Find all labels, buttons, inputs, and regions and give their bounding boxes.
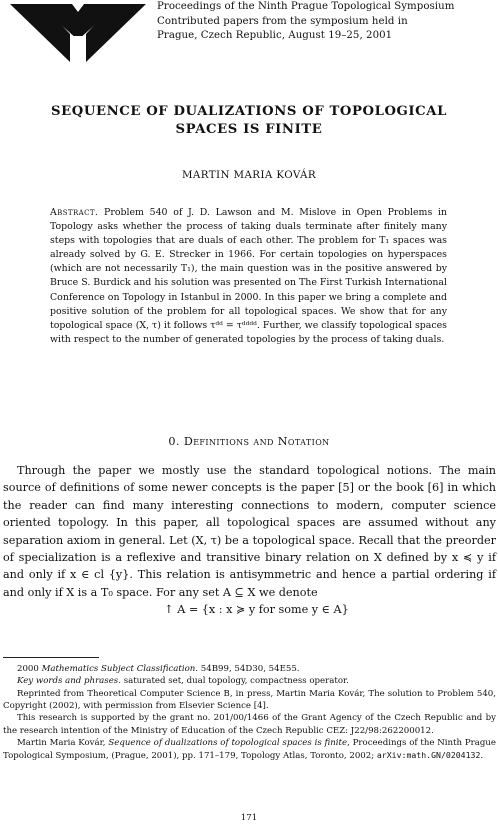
header-line-1: Proceedings of the Ninth Prague Topological Symposium: [157, 1, 455, 12]
paper-title: [0, 103, 498, 138]
msc-codes: 54B99, 54D30, 54E55.: [200, 664, 300, 674]
body-paragraph: Through the paper we mostly use the standard topological notions. The main source of definitions of some newer concepts is the paper [5] or the book [6] in which the reader can find many interesting connections to modern, computer science oriented topology. In this paper, all topological spaces are assumed without any separation axiom in general. Let (X, τ) be a topological space. Recall that the preorder of specialization is a reflexive and transitive binary relation on X defined by x ≼ y if and only if x ∈ cl {y}. This relation is antisymmetric and hence a partial ordering if and only if X is a T₀ space. For any set A ⊆ X we denote: [3, 464, 496, 599]
citation-end: .: [480, 751, 484, 762]
body-text: [3, 462, 496, 619]
header-line-2: Contributed papers from the symposium held in: [157, 15, 408, 27]
citation-author: Martin Maria Kovár,: [17, 738, 106, 749]
abstract: [50, 206, 447, 347]
footnote-msc: [3, 663, 496, 675]
symposium-chevron-logo-icon: [8, 2, 148, 64]
proceedings-header: [157, 0, 454, 44]
citation-details: , Proceedings of the Ninth Prague Topological Symposium, (Prague, 2001), pp. 171–179, Topology Atlas, Toronto, 2002;: [3, 738, 496, 762]
msc-prefix: 2000: [17, 664, 39, 674]
abstract-text: Problem 540 of J. D. Lawson and M. Mislove in Open Problems in Topology asks whether the process of taking duals terminate after finitely many steps with topologies that are duals of each other. The problem for T₁ spaces was already solved by G. E. Strecker in 1966. For certain topologies on hyperspaces (which are not necessarily T₁), the main question was in the positive answered by Bruce S. Burdick and his solution was presented on The First Turkish International Conference on Topology in Istanbul in 2000. In this paper we bring a complete and positive solution of the problem for all topological spaces. We show that for any topological space (X, τ) it follows τᵈᵈ = τᵈᵈᵈᵈ. Further, we classify topological spaces with respect to the number of generated topologies by the process of taking duals.: [50, 207, 448, 345]
footnotes: [3, 663, 496, 763]
footnote-grant: This research is supported by the grant no. 201/00/1466 of the Grant Agency of the Czech Republic and by the research intention of the Ministry of Education of the Czech Republic CEZ: J22/98:262200012.: [3, 713, 496, 736]
header-line-3: Prague, Czech Republic, August 19–25, 2001: [157, 30, 393, 42]
section-heading: 0. Definitions and Notation: [168, 435, 330, 448]
footnote-keywords: [3, 675, 496, 687]
msc-label: Mathematics Subject Classification.: [41, 664, 199, 674]
keywords-label: Key words and phrases.: [17, 676, 121, 687]
footnote-citation: [3, 737, 496, 763]
title-line-1: SEQUENCE OF DUALIZATIONS OF TOPOLOGICAL: [51, 104, 447, 119]
display-formula: ↑ A = {x : x ≽ y for some y ∈ A}: [164, 603, 349, 617]
page-number: 171: [240, 813, 258, 823]
title-line-2: SPACES IS FINITE: [175, 121, 323, 137]
footnote-reprint: Reprinted from Theoretical Computer Science B, in press, Martin Maria Kovár, The solution to Problem 540, Copyright (2002), with permission from Elsevier Science [4].: [3, 688, 496, 712]
author-name: MARTIN MARIA KOVÁR: [181, 169, 317, 181]
keywords-text: saturated set, dual topology, compactness operator.: [123, 676, 349, 687]
abstract-label: Abstract.: [50, 207, 99, 218]
arxiv-identifier: arXiv:math.GN/0204132: [376, 750, 481, 761]
citation-title: Sequence of dualizations of topological spaces is finite: [108, 738, 348, 749]
footnote-rule: [3, 657, 99, 658]
